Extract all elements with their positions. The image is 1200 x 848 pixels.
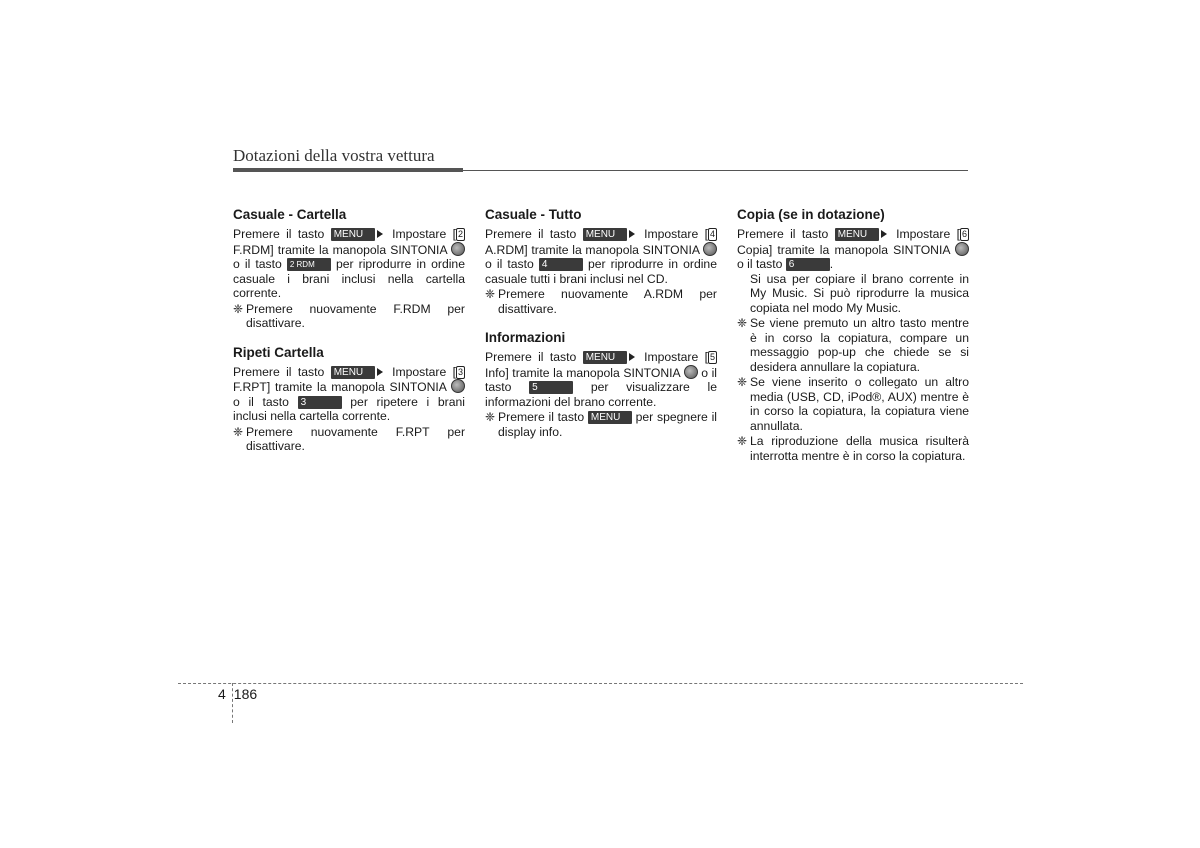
menu-key-icon: MENU (583, 228, 627, 241)
number-5-icon: 5 (710, 352, 716, 362)
note-mark-icon: ❈ (737, 316, 748, 330)
arrow-right-icon (881, 230, 887, 238)
note: ❈ Premere nuovamente F.RPT per disattivare. (233, 424, 465, 453)
arrow-right-icon (629, 353, 635, 361)
section-casuale-cartella (233, 207, 465, 331)
note: ❈ Premere il tasto MENU per spegnere il display info. (485, 410, 717, 439)
arrow-right-icon (629, 230, 635, 238)
arrow-right-icon (377, 230, 383, 238)
section-text: Premere il tasto MENU Impostare [ 4 A.RDM] tramite la manopola SINTONIA o il tasto 4 per riprodurre in ordine casuale tutti i brani inclusi nel CD. (485, 227, 717, 286)
tune-knob-icon (703, 242, 717, 256)
note-mark-icon: ❈ (233, 301, 244, 316)
header-rule (233, 170, 968, 171)
tune-knob-icon (451, 379, 465, 393)
note: ❈ Se viene inserito o collegato un altro media (USB, CD, iPod®, AUX) mentre è in corso la copiatura, la copiatura viene annullata. (737, 375, 969, 433)
menu-key-icon: MENU (331, 228, 375, 241)
section-casuale-tutto (485, 207, 717, 316)
section-title: Copia (se in dotazione) (737, 207, 885, 222)
note-mark-icon: ❈ (485, 410, 496, 424)
note: ❈ Premere nuovamente F.RDM per disattivare. (233, 301, 465, 330)
number-6-icon: 6 (962, 229, 968, 239)
section-title: Casuale - Cartella (233, 207, 347, 222)
section-title: Ripeti Cartella (233, 344, 324, 360)
menu-key-icon: MENU (583, 351, 627, 364)
key-2-rdm-icon: 2 RDM (287, 258, 331, 271)
tune-knob-icon (955, 242, 969, 256)
page-header-title: Dotazioni della vostra vettura (233, 146, 435, 165)
footer-rule (178, 683, 1023, 684)
section-ripeti-cartella (233, 345, 465, 454)
arrow-right-icon (377, 368, 383, 376)
tune-knob-icon (451, 242, 465, 256)
note: ❈ Se viene premuto un altro tasto mentre è in corso la copiatura, compare un messaggio pop-up che chiede se si desidera annullare la copiatura. (737, 316, 969, 374)
section-informazioni (485, 330, 717, 439)
section-copia (737, 207, 969, 463)
section-title: Informazioni (485, 330, 566, 345)
section-text: Premere il tasto MENU Impostare [ 3 F.RPT] tramite la manopola SINTONIA o il tasto 3 per ripetere i brani inclusi nella cartella corrente. (233, 364, 466, 423)
key-3-icon: 3 (298, 396, 342, 409)
section-text: Premere il tasto MENU Impostare [ 6 Copia] tramite la manopola SINTONIA o il tasto 6 . (737, 227, 968, 271)
key-4-icon: 4 (539, 258, 583, 271)
note-mark-icon: ❈ (485, 287, 496, 301)
page-number-value: 186 (233, 686, 258, 702)
section-text: Premere il tasto MENU Impostare [ 5 Info] tramite la manopola SINTONIA o il tasto 5 per visualizzare le informazioni del brano corrente. (485, 350, 718, 409)
section-title: Casuale - Tutto (485, 207, 582, 222)
column-2 (485, 207, 717, 453)
note-mark-icon: ❈ (233, 424, 244, 439)
menu-key-icon: MENU (588, 411, 632, 424)
number-3-icon: 3 (458, 366, 464, 377)
section-text: Premere il tasto MENU Impostare [ 2 F.RDM] tramite la manopola SINTONIA o il tasto 2 RDM per riprodurre in ordine casuale i brani inclusi nella cartella corrente. (233, 227, 465, 300)
note-mark-icon: ❈ (737, 375, 748, 389)
key-5-icon: 5 (529, 381, 573, 394)
page-number (218, 686, 257, 702)
chapter-number: 4 (218, 686, 226, 702)
note: ❈ La riproduzione della musica risulterà interrotta mentre è in corso la copiatura. (737, 434, 969, 463)
note-mark-icon: ❈ (737, 434, 748, 448)
column-3 (737, 207, 969, 477)
section-paragraph: Si usa per copiare il brano corrente in My Music. Si può riprodurre la musica copiata nel modo My Music. (750, 271, 969, 315)
number-4-icon: 4 (710, 229, 716, 239)
tune-knob-icon (684, 365, 698, 379)
number-2-icon: 2 (458, 229, 464, 239)
note: ❈ Premere nuovamente A.RDM per disattivare. (485, 287, 717, 316)
column-1 (233, 207, 465, 468)
menu-key-icon: MENU (835, 228, 879, 241)
menu-key-icon: MENU (331, 366, 375, 379)
key-6-icon: 6 (786, 258, 830, 271)
